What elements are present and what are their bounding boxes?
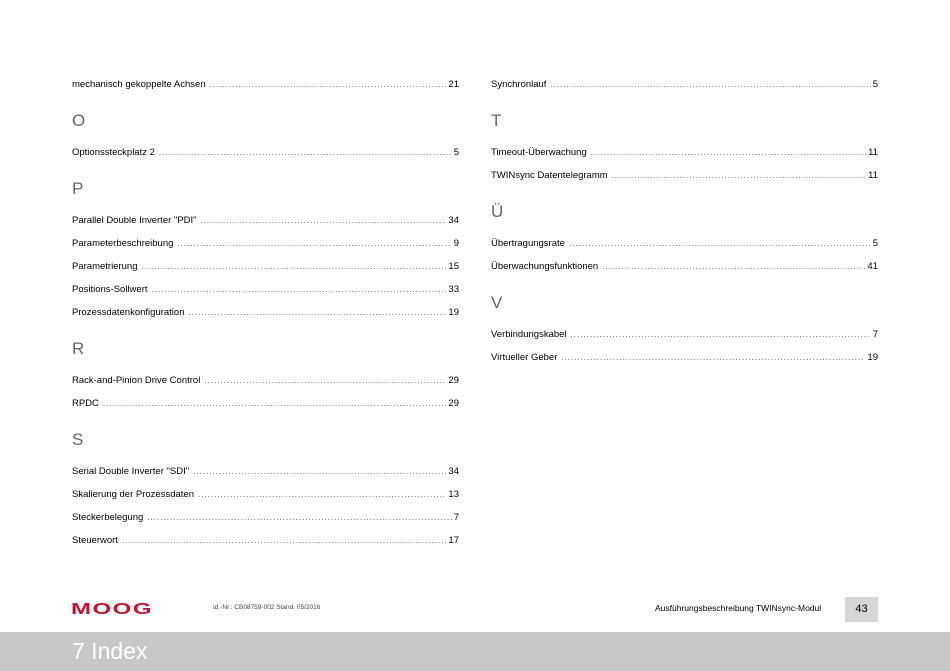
index-entry-leader <box>591 148 866 157</box>
index-entry[interactable] <box>491 352 878 375</box>
index-entry-leader <box>152 285 447 294</box>
index-entry[interactable] <box>491 329 878 352</box>
index-entry-leader <box>561 353 865 362</box>
index-entry-page: 29 <box>448 398 459 409</box>
chapter-bar <box>0 632 950 671</box>
index-entry[interactable] <box>72 147 459 170</box>
index-entry-leader <box>198 490 446 499</box>
index-entry[interactable] <box>72 398 459 421</box>
index-letter-heading: O <box>72 111 86 130</box>
index-entry[interactable] <box>491 147 878 170</box>
index-entry-page: 19 <box>867 352 878 363</box>
index-entry-term: Skalierung der Prozessdaten <box>72 489 194 500</box>
index-entry[interactable] <box>491 261 878 284</box>
index-entry[interactable] <box>72 375 459 398</box>
index-entry[interactable] <box>72 535 459 558</box>
index-entry-page: 41 <box>867 261 878 272</box>
index-entry-term: mechanisch gekoppelte Achsen <box>72 79 206 90</box>
index-entry-term: Steckerbelegung <box>72 512 144 523</box>
index-entry-term: Übertragungsrate <box>491 238 565 249</box>
index-entry-leader <box>177 239 451 248</box>
index-entry[interactable] <box>491 238 878 261</box>
index-letter-heading: V <box>491 293 503 312</box>
index-right-column <box>491 79 878 375</box>
index-entry-page: 29 <box>448 375 459 386</box>
page-number: 43 <box>845 597 878 622</box>
index-entry-page: 5 <box>872 238 878 249</box>
index-entry-term: RPDC <box>72 398 99 409</box>
index-letter-heading: Ü <box>491 202 504 221</box>
index-entry-page: 34 <box>448 215 459 226</box>
index-entry-leader <box>571 330 871 339</box>
index-entry-page: 34 <box>448 466 459 477</box>
index-entry-leader <box>201 216 447 225</box>
index-entry-leader <box>189 308 447 317</box>
index-entry-leader <box>550 80 870 89</box>
index-entry-term: Parameterbeschreibung <box>72 238 174 249</box>
index-entry[interactable] <box>72 215 459 238</box>
index-entry-page: 7 <box>453 512 459 523</box>
index-entry-term: Prozessdatenkonfiguration <box>72 307 185 318</box>
chapter-title: 7 Index <box>72 638 148 664</box>
index-entry-term: Steuerwort <box>72 535 118 546</box>
index-letter-heading: S <box>72 430 84 449</box>
index-entry[interactable] <box>72 512 459 535</box>
moog-logo-text: MOOG <box>71 601 153 616</box>
index-entry[interactable] <box>72 284 459 307</box>
index-entry-term: Positions-Sollwert <box>72 284 148 295</box>
index-entry-leader <box>141 262 446 271</box>
index-entry-page: 19 <box>448 307 459 318</box>
index-entry-leader <box>193 467 446 476</box>
index-entry[interactable] <box>72 79 459 102</box>
document-title: Ausführungsbeschreibung TWINsync-Modul <box>655 603 822 613</box>
index-entry[interactable] <box>72 489 459 512</box>
index-entry-leader <box>569 239 871 248</box>
index-entry-page: 15 <box>448 261 459 272</box>
index-entry-page: 11 <box>868 147 878 158</box>
index-entry-leader <box>122 536 446 545</box>
index-entry-leader <box>147 513 451 522</box>
index-entry[interactable] <box>491 79 878 102</box>
moog-logo <box>71 600 155 621</box>
index-entry-leader <box>210 80 447 89</box>
index-entry-term: Timeout-Überwachung <box>491 147 587 158</box>
index-entry-term: Serial Double Inverter "SDI" <box>72 466 190 477</box>
index-entry-term: Synchronlauf <box>491 79 547 90</box>
index-entry-term: Parametrierung <box>72 261 138 272</box>
index-entry[interactable] <box>72 466 459 489</box>
index-letter-heading: P <box>72 179 84 198</box>
index-entry-page: 33 <box>448 284 459 295</box>
index-entry-term: Optionssteckplatz 2 <box>72 147 155 158</box>
index-entry-page: 11 <box>868 170 878 181</box>
index-entry-term: Verbindungskabel <box>491 329 567 340</box>
index-entry-leader <box>103 399 447 408</box>
index-entry-page: 5 <box>872 79 878 90</box>
index-entry-page: 13 <box>448 489 459 500</box>
index-entry-leader <box>204 376 446 385</box>
index-entry-term: Virtueller Geber <box>491 352 558 363</box>
index-entry[interactable] <box>72 238 459 261</box>
index-letter-heading: R <box>72 339 85 358</box>
index-entry-term: Rack-and-Pinion Drive Control <box>72 375 201 386</box>
moog-logo-icon <box>71 600 155 616</box>
index-entry-term: Parallel Double Inverter "PDI" <box>72 215 197 226</box>
index-entry-page: 9 <box>453 238 459 249</box>
index-entry-page: 7 <box>872 329 878 340</box>
index-entry-leader <box>612 171 866 180</box>
index-entry-page: 21 <box>448 79 459 90</box>
index-left-column <box>72 79 459 558</box>
index-entry-page: 17 <box>448 535 459 546</box>
document-id: Id.-Nr.: CB08759-002 Stand: 05/2016 <box>213 604 321 611</box>
index-entry-term: Überwachungsfunktionen <box>491 261 599 272</box>
index-entry-leader <box>159 148 452 157</box>
index-letter-heading: T <box>491 111 502 130</box>
index-entry[interactable] <box>72 261 459 284</box>
index-entry[interactable] <box>491 170 878 193</box>
index-entry-leader <box>602 262 865 271</box>
index-entry-page: 5 <box>453 147 459 158</box>
index-entry[interactable] <box>72 307 459 330</box>
index-entry-term: TWINsync Datentelegramm <box>491 170 608 181</box>
